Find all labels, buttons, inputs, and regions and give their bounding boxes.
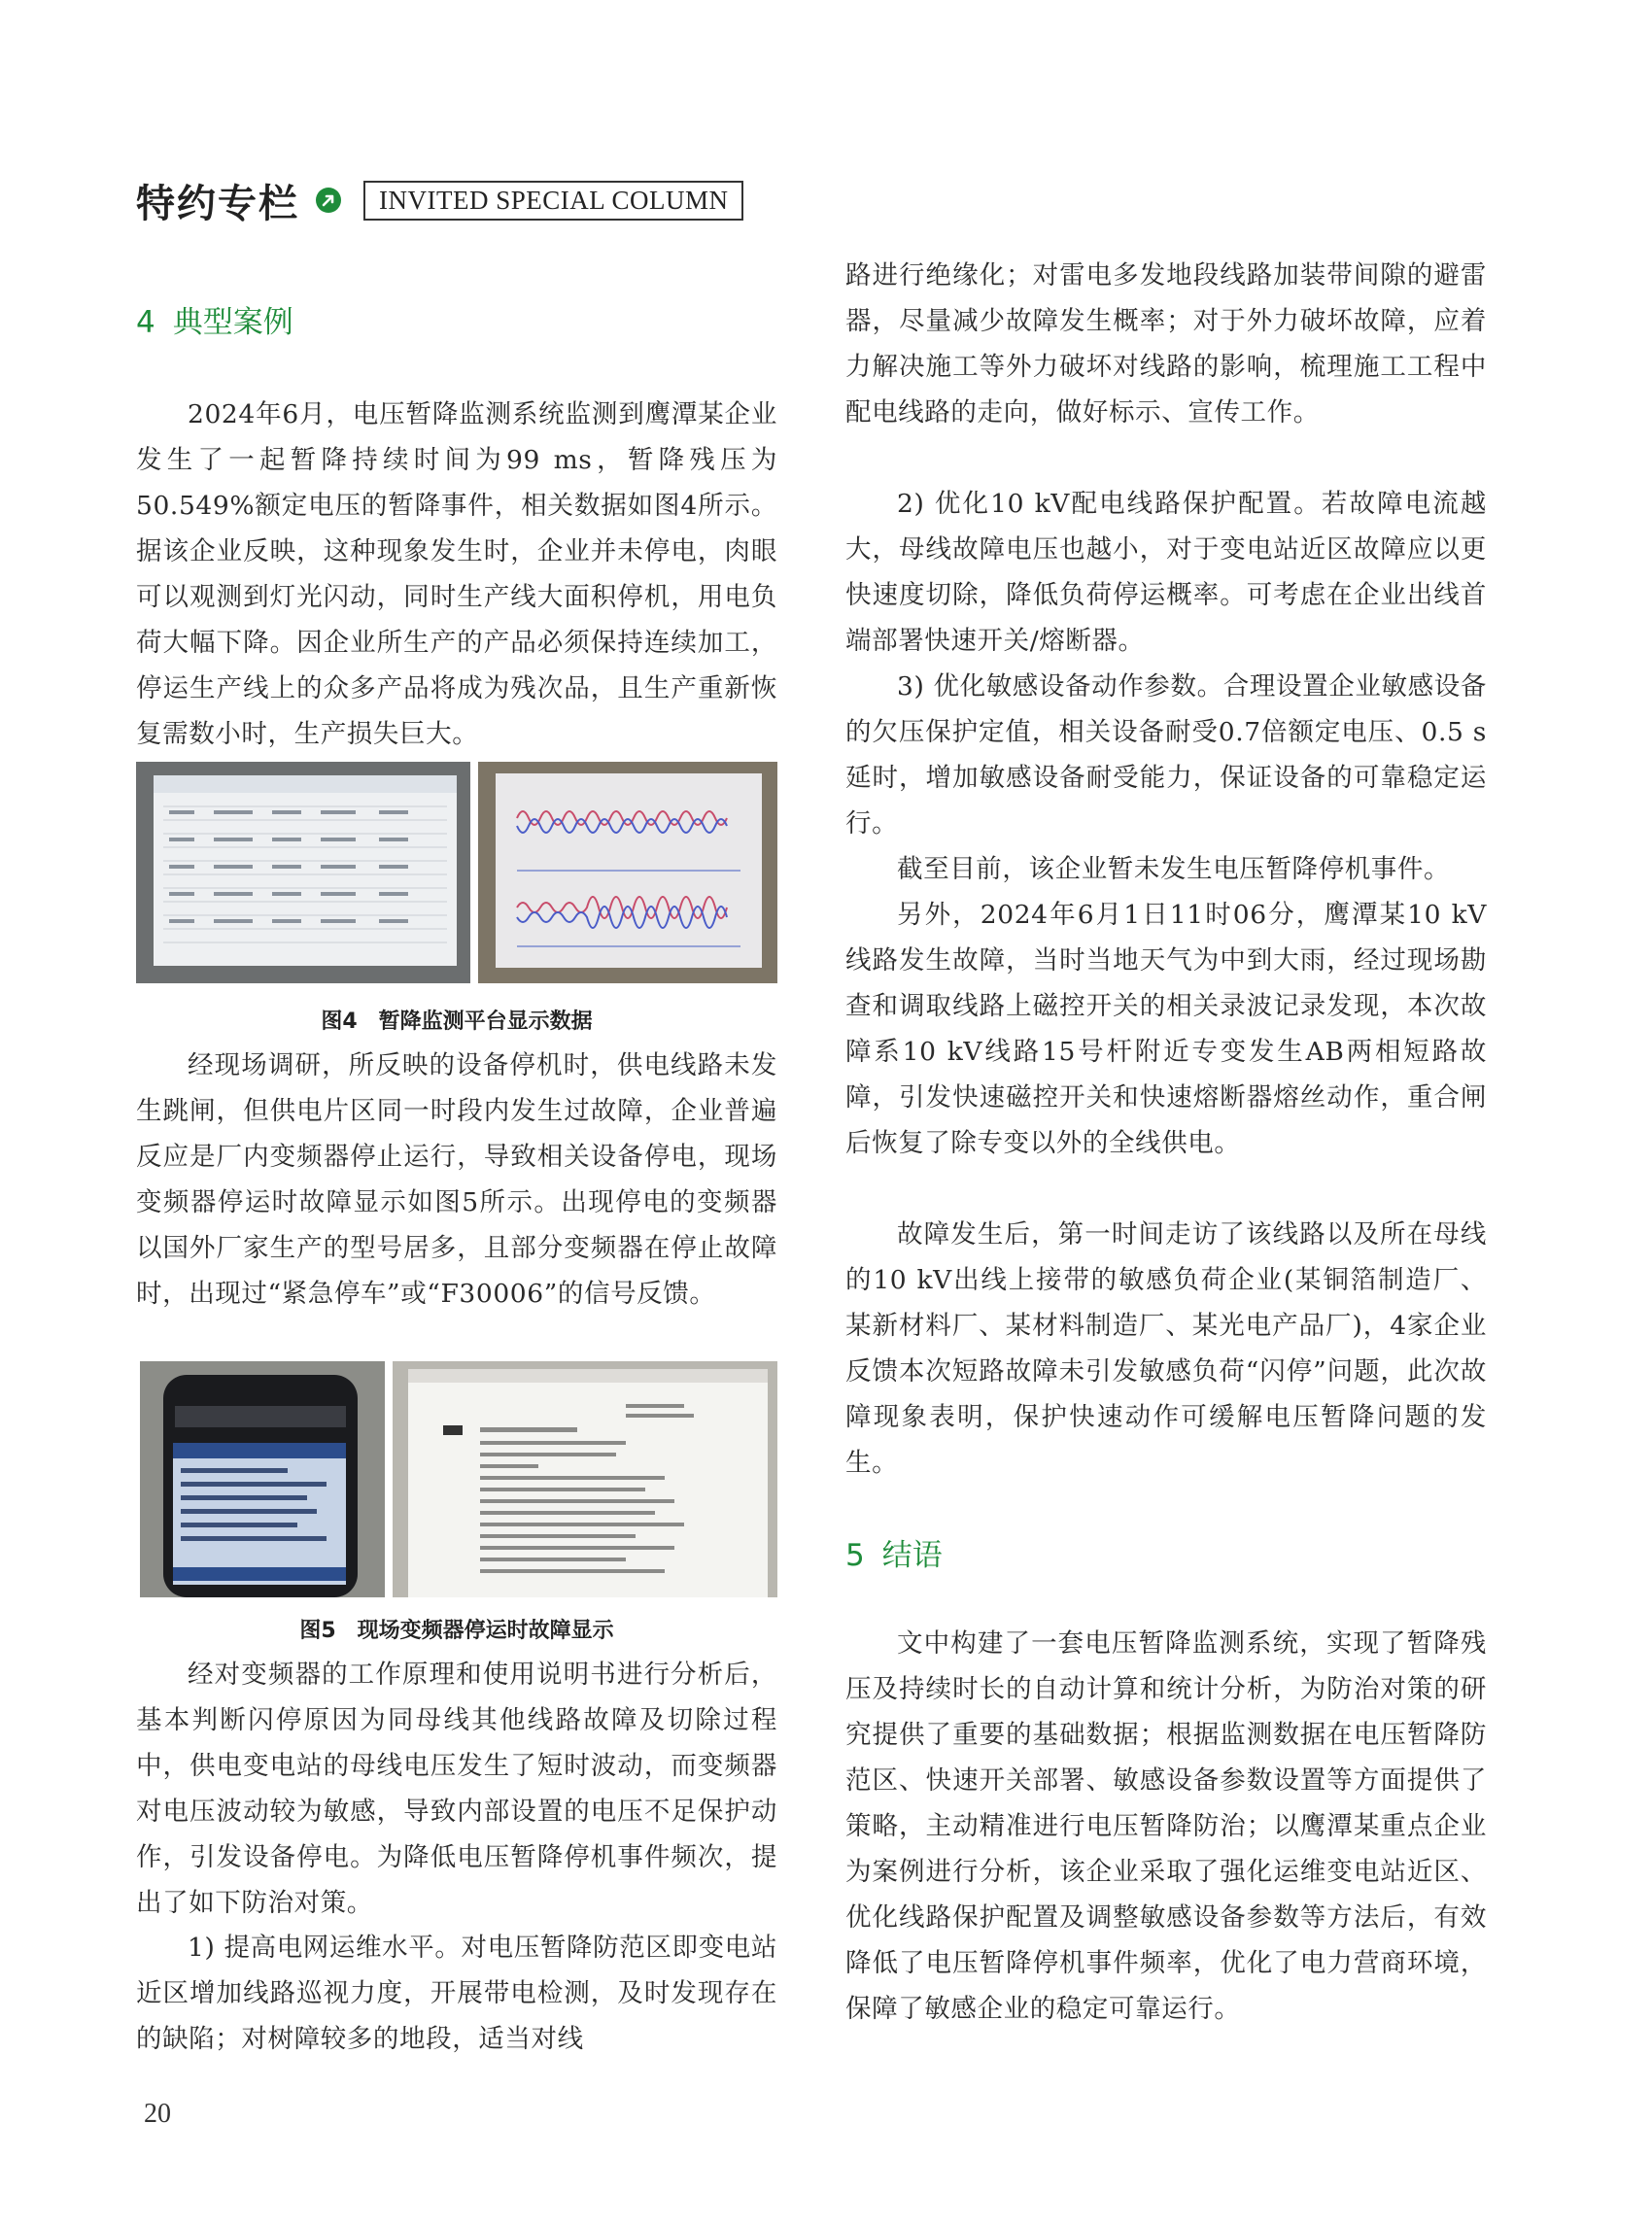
column-header xyxy=(136,173,743,227)
figure-caption-text: 现场变频器停运时故障显示 xyxy=(357,1619,614,1643)
paragraph: 另外，2024年6月1日11时06分，鹰潭某10 kV线路发生故障，当时当地天气为中到大雨，经过现场勘查和调取线路上磁控开关的相关录波记录发现，本次故障系10 kV线路15号杆附近专变发生AB两相短路故障，引发快速磁控开关和快速熔断器熔丝动作，重合闸后恢复了除专变以外的全线供电。 xyxy=(845,900,1487,1158)
paragraph: 2) 优化10 kV配电线路保护配置。若故障电流越大，母线故障电压也越小，对于变电站近区故障应以更快速度切除，降低负荷停运概率。可考虑在企业出线首端部署快速开关/熔断器。 xyxy=(845,489,1487,656)
paragraph: 截至目前，该企业暂未发生电压暂降停机事件。 xyxy=(897,854,1451,884)
figure-caption-text: 暂降监测平台显示数据 xyxy=(378,1010,593,1034)
section-number: 4 xyxy=(136,305,155,340)
section-heading-5 xyxy=(845,1530,943,1574)
paragraph: 1) 提高电网运维水平。对电压暂降防范区即变电站近区增加线路巡视力度，开展带电检测，及时发现存在的缺陷；对树障较多的地段，适当对线 xyxy=(136,1933,777,2054)
figure-5-right-photo xyxy=(393,1361,777,1597)
paragraph: 经对变频器的工作原理和使用说明书进行分析后，基本判断闪停原因为同母线其他线路故障及切除过程中，供电变电站的母线电压发生了短时波动，而变频器对电压波动较为敏感，导致内部设置的电压不足保护动作，引发设备停电。为降低电压暂降停机事件频次，提出了如下防治对策。 xyxy=(136,1660,777,1918)
paragraph: 文中构建了一套电压暂降监测系统，实现了暂降残压及持续时长的自动计算和统计分析，为防治对策的研究提供了重要的基础数据；根据监测数据在电压暂降防范区、快速开关部署、敏感设备参数设置等方面提供了策略，主动精准进行电压暂降防治；以鹰潭某重点企业为案例进行分析，该企业采取了强化运维变电站近区、优化线路保护配置及调整敏感设备参数等方法后，有效降低了电压暂降停机事件频率，优化了电力营商环境，保障了敏感企业的稳定可靠运行。 xyxy=(845,1628,1487,2024)
figure-number: 图5 xyxy=(299,1619,336,1643)
section-title: 典型案例 xyxy=(172,305,293,340)
figure-5-caption xyxy=(136,1614,777,1644)
arrow-circle-icon xyxy=(315,187,342,214)
page-number: 20 xyxy=(144,2099,171,2129)
figure-number: 图4 xyxy=(321,1010,358,1034)
paragraph-continued: 路进行绝缘化；对雷电多发地段线路加装带间隙的避雷器，尽量减少故障发生概率；对于外力破坏故障，应着力解决施工等外力破坏对线路的影响，梳理施工工程中配电线路的走向，做好标示、宣传工作。 xyxy=(845,260,1487,428)
column-english-title: INVITED SPECIAL COLUMN xyxy=(363,181,743,221)
figure-5-left-photo xyxy=(140,1361,385,1597)
paragraph: 故障发生后，第一时间走访了该线路以及所在母线的10 kV出线上接带的敏感负荷企业(某铜箔制造厂、某新材料厂、某材料制造厂、某光电产品厂)，4家企业反馈本次短路故障未引发敏感负荷“闪停”问题，此次故障现象表明，保护快速动作可缓解电压暂降问题的发生。 xyxy=(845,1219,1487,1478)
figure-4-right-photo xyxy=(478,762,777,983)
column-title: 特约专栏 xyxy=(136,181,299,226)
section-number: 5 xyxy=(845,1538,865,1573)
paragraph: 2024年6月，电压暂降监测系统监测到鹰潭某企业发生了一起暂降持续时间为99 ms，暂降残压为50.549%额定电压的暂降事件，相关数据如图4所示。据该企业反映，这种现象发生时，企业并未停电，肉眼可以观测到灯光闪动，同时生产线大面积停机，用电负荷大幅下降。因企业所生产的产品必须保持连续加工，停运生产线上的众多产品将成为残次品，且生产重新恢复需数小时，生产损失巨大。 xyxy=(136,399,777,749)
figure-4-caption xyxy=(136,1005,777,1035)
figure-4-left-photo xyxy=(136,762,470,983)
section-title: 结语 xyxy=(881,1538,943,1573)
paragraph: 3) 优化敏感设备动作参数。合理设置企业敏感设备的欠压保护定值，相关设备耐受0.7倍额定电压、0.5 s延时，增加敏感设备耐受能力，保证设备的可靠稳定运行。 xyxy=(845,671,1487,839)
section-heading-4 xyxy=(136,297,293,341)
paragraph: 经现场调研，所反映的设备停机时，供电线路未发生跳闸，但供电片区同一时段内发生过故障，企业普遍反应是厂内变频器停止运行，导致相关设备停电，现场变频器停运时故障显示如图5所示。出现停电的变频器以国外厂家生产的型号居多，且部分变频器在停止故障时，出现过“紧急停车”或“F30006”的信号反馈。 xyxy=(136,1050,777,1309)
